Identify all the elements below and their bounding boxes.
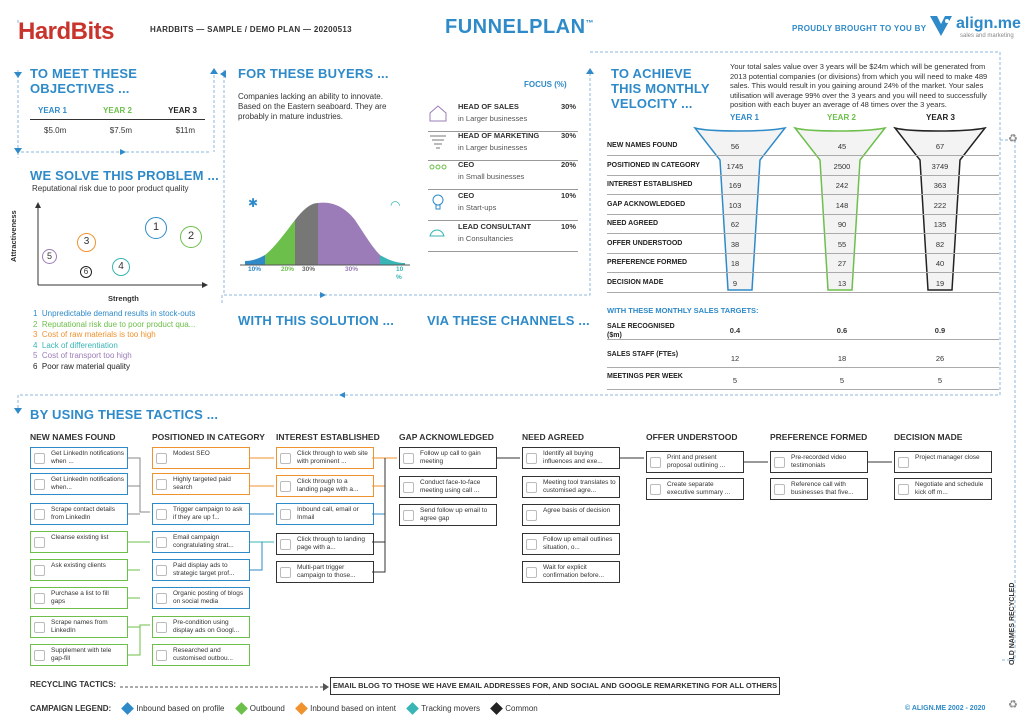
tactic-card[interactable] xyxy=(770,451,868,473)
tactic-card-label: Scrape names from LinkedIn xyxy=(51,619,108,634)
tactic-card[interactable] xyxy=(276,561,374,583)
reason-bubble-6: 6 xyxy=(80,266,92,278)
tactics-heading: BY USING THESE TACTICS ... xyxy=(30,407,219,422)
tactic-card[interactable] xyxy=(399,476,497,498)
tactic-card-label: Get LinkedIn notifications when ... xyxy=(51,450,124,465)
tactic-card-label: Create separate executive summary ... xyxy=(667,481,731,496)
channels-heading: VIA THESE CHANNELS ... xyxy=(427,313,590,328)
tactic-card[interactable] xyxy=(894,451,992,473)
tactic-column-heading: NEED AGREED xyxy=(522,432,585,442)
reason-list xyxy=(33,309,195,372)
legend-diamond-icon xyxy=(122,703,135,716)
recycling-label: RECYCLING TACTICS: xyxy=(30,680,117,689)
tactic-card-label: Get LinkedIn notifications when... xyxy=(51,476,124,491)
tactic-icon xyxy=(280,567,291,578)
tactic-card-label: Wait for explicit confirmation before... xyxy=(543,564,605,579)
tactic-card[interactable] xyxy=(152,473,250,495)
tactic-icon xyxy=(34,509,45,520)
row-divider xyxy=(607,233,999,234)
velocity-description: Your total sales value over 3 years will be $24m which will be generated from 2013 potential companies (or divisions) from which you will need to make 489 sales. This would result in you gaining around 24% of the market. Your sales utilisation will average 99% over the 3 years and you will need to successfully position with each buyer an average of 48 times over the 3 years. xyxy=(730,62,988,109)
tactic-card[interactable] xyxy=(152,616,250,638)
velocity-value: 19 xyxy=(935,278,945,288)
tactic-icon xyxy=(34,453,45,464)
legend-diamond-icon xyxy=(235,703,248,716)
tactic-icon xyxy=(34,565,45,576)
velocity-year-3: YEAR 3 xyxy=(926,113,955,122)
tactic-card[interactable] xyxy=(276,503,374,525)
tactic-icon xyxy=(526,567,537,578)
curve-label-2: 20% xyxy=(281,266,295,273)
objective-value-2: $7.5m xyxy=(109,126,133,135)
row-divider xyxy=(607,253,999,254)
tactic-card-label: Click through to a landing page with a... xyxy=(297,478,359,493)
velocity-row-label: NEW NAMES FOUND xyxy=(607,142,678,149)
tactic-card[interactable] xyxy=(30,447,128,469)
legend-item: Inbound based on intent xyxy=(310,704,396,713)
velocity-row-label: OFFER UNDERSTOOD xyxy=(607,239,683,247)
focus-label: FOCUS (%) xyxy=(524,80,567,89)
velocity-value: 40 xyxy=(935,259,945,268)
tactic-icon xyxy=(526,510,537,521)
tactic-card-label: Reference call with businesses that five... xyxy=(791,481,854,496)
reason-item-3: 3 Cost of raw materials is too high xyxy=(33,330,156,339)
row-divider xyxy=(607,339,999,340)
tactic-card[interactable] xyxy=(276,475,374,497)
campaign-legend xyxy=(30,704,538,713)
buyer-row-5: LEAD CONSULTANT in Consultancies 10% xyxy=(428,220,578,252)
legend-item: Inbound based on profile xyxy=(136,704,225,713)
tactic-icon xyxy=(156,537,167,548)
turtle-icon xyxy=(428,224,450,244)
velocity-value: 90 xyxy=(837,220,847,229)
target-value: 5 xyxy=(732,376,738,385)
objective-value-3: $11m xyxy=(175,126,195,135)
tactic-column-heading: DECISION MADE xyxy=(894,432,963,442)
tactic-card[interactable] xyxy=(152,531,250,553)
legend-diamond-icon xyxy=(406,703,419,716)
tactic-column-heading: OFFER UNDERSTOOD xyxy=(646,432,738,442)
tactic-icon xyxy=(280,509,291,520)
tactic-card[interactable] xyxy=(894,478,992,500)
tactic-icon xyxy=(156,650,167,661)
velocity-value: 18 xyxy=(730,259,740,268)
tactic-card[interactable] xyxy=(646,451,744,473)
tactic-icon xyxy=(34,479,45,490)
problem-subtitle: Reputational risk due to poor product quality xyxy=(32,184,189,193)
hardbits-logo: HardBits xyxy=(18,18,115,45)
reason-item-4: 4 Lack of differentiation xyxy=(33,340,118,350)
legend-item: Tracking movers xyxy=(421,704,481,713)
tactic-icon xyxy=(403,482,414,493)
legend-diamond-icon xyxy=(295,703,308,716)
tactic-icon xyxy=(156,479,167,490)
tactic-card[interactable] xyxy=(522,476,620,498)
tactic-column-heading: GAP ACKNOWLEDGED xyxy=(399,432,494,442)
reason-bubble-1: 1 xyxy=(145,217,167,239)
tactic-column-heading: POSITIONED IN CATEGORY xyxy=(152,432,265,442)
reason-bubble-4: 4 xyxy=(112,258,130,276)
tactic-icon xyxy=(280,481,291,492)
tactic-card-label: Pre-condition using display ads on Googl... xyxy=(173,619,240,634)
tactic-card-label: Researched and customised outbou... xyxy=(173,647,233,662)
target-value: 5 xyxy=(937,376,943,385)
tactic-card-label: Inbound call, email or Inmail xyxy=(297,506,359,521)
velocity-value: 3749 xyxy=(931,161,949,171)
recycle-icon-bottom: ♻ xyxy=(1008,699,1018,711)
tactic-card-label: Paid display ads to strategic target prof... xyxy=(173,562,235,577)
tactic-card[interactable] xyxy=(770,478,868,500)
tactic-card[interactable] xyxy=(399,447,497,469)
velocity-value: 67 xyxy=(935,142,945,151)
tactic-icon xyxy=(650,457,661,468)
row-divider xyxy=(607,214,999,215)
curve-label-1: 10% xyxy=(248,266,262,273)
tactic-card-label: Pre-recorded video testimonials xyxy=(791,454,847,469)
tactic-card-label: Print and present proposal outlining ... xyxy=(667,454,726,469)
target-value: 0.9 xyxy=(934,326,946,335)
tactic-card[interactable] xyxy=(522,533,620,555)
objective-year-3: YEAR 3 xyxy=(168,106,197,115)
tactic-column-heading: NEW NAMES FOUND xyxy=(30,432,116,442)
reason-item-6: 6 Poor raw material quality xyxy=(33,361,130,371)
row-divider xyxy=(607,272,999,273)
targets-heading: WITH THESE MONTHLY SALES TARGETS: xyxy=(607,306,759,315)
target-row-label: MEETINGS PER WEEK xyxy=(607,373,683,380)
tactic-icon xyxy=(156,593,167,604)
brand-tagline: sales and marketing xyxy=(960,33,1014,39)
x-axis-label: Strength xyxy=(108,294,139,303)
tactic-card-label: Supplement with tele gap-fill xyxy=(51,647,112,662)
recycling-box: EMAIL BLOG TO THOSE WE HAVE EMAIL ADDRESSES FOR, AND SOCIAL AND GOOGLE REMARKETING FOR ALL OTHERS xyxy=(330,677,780,695)
tactic-card[interactable] xyxy=(152,644,250,666)
tactic-card-label: Cleanse existing list xyxy=(51,534,109,541)
row-divider xyxy=(607,292,999,293)
row-divider xyxy=(607,175,999,176)
tactic-icon xyxy=(898,457,909,468)
buyer-row-4: CEO in Start-ups 10% xyxy=(428,189,578,221)
velocity-value: 27 xyxy=(837,259,847,268)
velocity-heading: TO ACHIEVE THIS MONTHLY VELOCITY ... xyxy=(611,66,710,111)
target-row-label: SALES STAFF (FTEs) xyxy=(607,351,679,358)
people-icon xyxy=(428,162,450,182)
reason-bubble-3: 3 xyxy=(77,233,96,252)
buyers-description: Companies lacking an ability to innovate. Based on the Eastern seaboard. They are probably in mature industries. xyxy=(238,92,387,121)
velocity-value: 242 xyxy=(835,181,849,190)
bulb-icon xyxy=(428,193,450,213)
velocity-value: 13 xyxy=(837,278,847,288)
tactic-card[interactable] xyxy=(30,587,128,609)
velocity-value: 169 xyxy=(728,181,742,190)
objective-value-1: $5.0m xyxy=(44,126,67,135)
reason-bubble-2: 2 xyxy=(180,226,202,248)
velocity-value: 82 xyxy=(935,239,945,249)
house-icon xyxy=(428,104,450,124)
curve-label-3: 30% xyxy=(302,266,316,273)
target-value: 26 xyxy=(935,354,945,363)
legend-item: Common xyxy=(505,704,538,713)
buyers-heading: FOR THESE BUYERS ... xyxy=(238,66,389,81)
tactic-card[interactable] xyxy=(399,504,497,526)
tactic-card[interactable] xyxy=(276,533,374,555)
copyright: © ALIGN.ME 2002 - 2020 xyxy=(905,705,986,712)
tactic-card-label: Modest SEO xyxy=(173,450,210,457)
tactic-card[interactable] xyxy=(522,561,620,583)
recycling-arrow xyxy=(120,683,330,691)
buyer-row-1: HEAD OF SALES in Larger businesses 30% xyxy=(428,100,578,132)
tactic-card[interactable] xyxy=(152,447,250,469)
tactic-card[interactable] xyxy=(646,478,744,500)
tactic-card[interactable] xyxy=(522,504,620,526)
tactic-card-label: Project manager close xyxy=(915,454,980,461)
velocity-row-label: NEED AGREED xyxy=(607,220,659,227)
tactic-card-label: Identify all buying influences and exe... xyxy=(543,450,603,465)
tactic-card-label: Ask existing clients xyxy=(51,562,106,569)
target-value: 0.4 xyxy=(729,326,741,335)
tactic-card[interactable] xyxy=(30,503,128,525)
velocity-row-label: DECISION MADE xyxy=(607,278,664,286)
velocity-year-1: YEAR 1 xyxy=(730,113,759,122)
recycle-icon-top: ♻ xyxy=(1008,133,1018,145)
velocity-value: 2500 xyxy=(833,161,851,171)
velocity-value: 38 xyxy=(730,239,740,249)
brought-by-label: PROUDLY BROUGHT TO YOU BY xyxy=(792,24,927,33)
tactic-card[interactable] xyxy=(522,447,620,469)
tactic-icon xyxy=(156,509,167,520)
tactic-icon xyxy=(526,482,537,493)
tactic-card[interactable] xyxy=(30,616,128,638)
tactic-card[interactable] xyxy=(152,587,250,609)
tactic-card-label: Send follow up email to agree gap xyxy=(420,507,488,522)
legend-item: Outbound xyxy=(249,704,285,713)
buyer-row-3: CEO in Small businesses 20% xyxy=(428,158,578,190)
tactic-card-label: Agree basis of decision xyxy=(543,507,611,514)
velocity-value: 148 xyxy=(835,200,849,210)
tactic-card-label: Purchase a list to fill gaps xyxy=(51,590,109,605)
tactic-card-label: Organic posting of blogs on social media xyxy=(173,590,244,605)
tactic-icon xyxy=(774,457,785,468)
tactic-icon xyxy=(156,453,167,464)
velocity-value: 363 xyxy=(933,181,947,190)
curve-label-6: % xyxy=(396,274,402,281)
target-value: 12 xyxy=(730,354,740,363)
velocity-value: 9 xyxy=(732,278,738,288)
tactic-icon xyxy=(34,622,45,633)
recycled-label: OLD NAMES RECYCLED xyxy=(1009,582,1016,665)
objective-year-1: YEAR 1 xyxy=(38,106,67,115)
tactic-card[interactable] xyxy=(152,503,250,525)
tactic-card-label: Scrape contact details from LinkedIn xyxy=(51,506,115,521)
curve-label-5: 10 xyxy=(396,266,404,273)
tornado-icon xyxy=(428,133,450,153)
tactic-card-label: Trigger campaign to ask if they are up f... xyxy=(173,506,243,521)
tactic-icon xyxy=(34,650,45,661)
row-divider xyxy=(607,367,999,368)
tactic-icon xyxy=(774,484,785,495)
tactic-column-heading: PREFERENCE FORMED xyxy=(770,432,868,442)
tactic-icon xyxy=(526,453,537,464)
tactic-icon xyxy=(34,593,45,604)
velocity-row-label: INTEREST ESTABLISHED xyxy=(607,181,693,188)
legend-diamond-icon xyxy=(490,703,503,716)
velocity-row-label: PREFERENCE FORMED xyxy=(607,259,688,266)
tactic-card[interactable] xyxy=(30,559,128,581)
plan-label: HARDBITS — SAMPLE / DEMO PLAN — 20200513 xyxy=(150,25,352,34)
velocity-value: 135 xyxy=(933,220,947,229)
tactic-icon xyxy=(898,484,909,495)
reason-item-1: 1 Unpredictable demand results in stock-outs xyxy=(33,309,196,318)
tactic-card[interactable] xyxy=(30,473,128,495)
problem-heading: WE SOLVE THIS PROBLEM ... xyxy=(30,168,219,183)
objectives-heading: TO MEET THESE OBJECTIVES ... xyxy=(30,66,138,96)
tactic-card-label: Follow up call to gain meeting xyxy=(420,450,481,465)
tactic-card[interactable] xyxy=(276,447,374,469)
legend-label: CAMPAIGN LEGEND: xyxy=(30,704,112,713)
tactic-card-label: Email campaign congratulating strat... xyxy=(173,534,234,549)
velocity-year-2: YEAR 2 xyxy=(827,113,856,122)
lightbulb-icon: ✱ xyxy=(248,196,259,210)
tactic-icon xyxy=(156,565,167,576)
velocity-value: 103 xyxy=(728,200,742,210)
tactic-card-label: Follow up email outlines situation, o... xyxy=(543,536,613,551)
tactic-column-heading: INTEREST ESTABLISHED xyxy=(276,432,380,442)
velocity-value: 45 xyxy=(837,142,847,151)
tactic-card-label: Highly targeted paid search xyxy=(173,476,231,491)
velocity-value: 55 xyxy=(837,239,847,249)
row-divider xyxy=(607,389,999,390)
tactic-card-label: Click through to web site with prominent ... xyxy=(297,450,368,465)
buyer-row-2: HEAD OF MARKETING in Larger businesses 30% xyxy=(428,129,578,161)
tactic-icon xyxy=(403,510,414,521)
tactic-card[interactable] xyxy=(30,644,128,666)
target-value: 5 xyxy=(839,376,845,385)
velocity-value: 222 xyxy=(933,200,947,210)
row-divider xyxy=(607,194,999,195)
target-value: 18 xyxy=(837,354,847,363)
tactic-icon xyxy=(403,453,414,464)
row-divider xyxy=(607,155,999,156)
buyer-adoption-curve xyxy=(240,175,412,275)
target-row-label: SALE RECOGNISED ($m) xyxy=(607,323,675,339)
page-title: FUNNELPLAN™ xyxy=(445,16,595,38)
velocity-value: 1745 xyxy=(726,161,744,171)
brand-name: align.me xyxy=(956,15,1021,32)
reason-item-2: 2 Reputational risk due to poor product qua... xyxy=(33,319,196,329)
curve-label-4: 30% xyxy=(345,266,359,273)
tactic-card-label: Conduct face-to-face meeting using call ... xyxy=(420,479,481,494)
tactic-icon xyxy=(650,484,661,495)
tactic-icon xyxy=(34,537,45,548)
tactic-card[interactable] xyxy=(30,531,128,553)
objectives-table xyxy=(30,106,205,135)
tactic-icon xyxy=(280,453,291,464)
tactic-icon xyxy=(280,539,291,550)
tactic-card-label: Click through to landing page with a... xyxy=(297,536,365,551)
objective-year-2: YEAR 2 xyxy=(103,106,132,115)
velocity-value: 62 xyxy=(730,220,740,229)
tactic-card-label: Meeting tool translates to customised agre... xyxy=(543,479,616,494)
velocity-row-label: GAP ACKNOWLEDGED xyxy=(607,200,686,208)
tactic-icon xyxy=(156,622,167,633)
y-axis-label: Attractiveness xyxy=(9,210,18,262)
velocity-value: 56 xyxy=(730,142,740,151)
reason-bubble-5: 5 xyxy=(42,249,57,264)
target-value: 0.6 xyxy=(836,326,848,335)
tactic-card[interactable] xyxy=(152,559,250,581)
tactic-icon xyxy=(526,539,537,550)
velocity-row-label: POSITIONED IN CATEGORY xyxy=(607,161,700,169)
tactic-card-label: Negotiate and schedule kick off m... xyxy=(915,481,984,496)
tortoise-icon: ◠ xyxy=(390,198,401,212)
solution-heading: WITH THIS SOLUTION ... xyxy=(238,313,395,328)
reason-item-5: 5 Cost of transport too high xyxy=(33,351,132,360)
tactic-card-label: Multi-part trigger campaign to those... xyxy=(297,564,356,579)
